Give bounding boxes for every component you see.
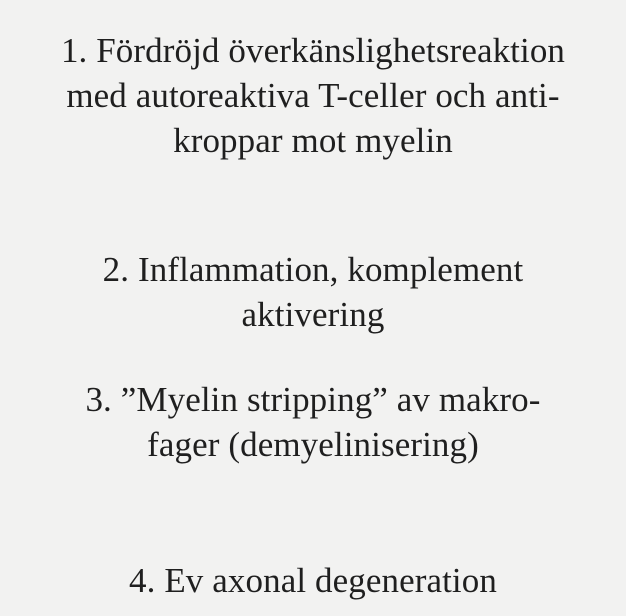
list-item-line: med autoreaktiva T-celler och anti- (66, 76, 560, 115)
list-item-line: fager (demyelinisering) (147, 425, 479, 464)
list-item-axonal-degeneration (0, 558, 626, 603)
list-item-line: aktivering (241, 295, 385, 334)
list-item-myelin-stripping (0, 377, 626, 467)
list-item-line: kroppar mot myelin (173, 121, 453, 160)
list-item-line: 4. Ev axonal degeneration (129, 561, 497, 600)
list-item-line: 3. ”Myelin stripping” av makro- (85, 380, 541, 419)
list-item-delayed-hypersensitivity (0, 28, 626, 163)
list-item-line: 1. Fördröjd överkänslighetsreaktion (60, 31, 566, 70)
list-item-line: 2. Inflammation, komplement (102, 250, 524, 289)
list-item-inflammation (0, 247, 626, 337)
